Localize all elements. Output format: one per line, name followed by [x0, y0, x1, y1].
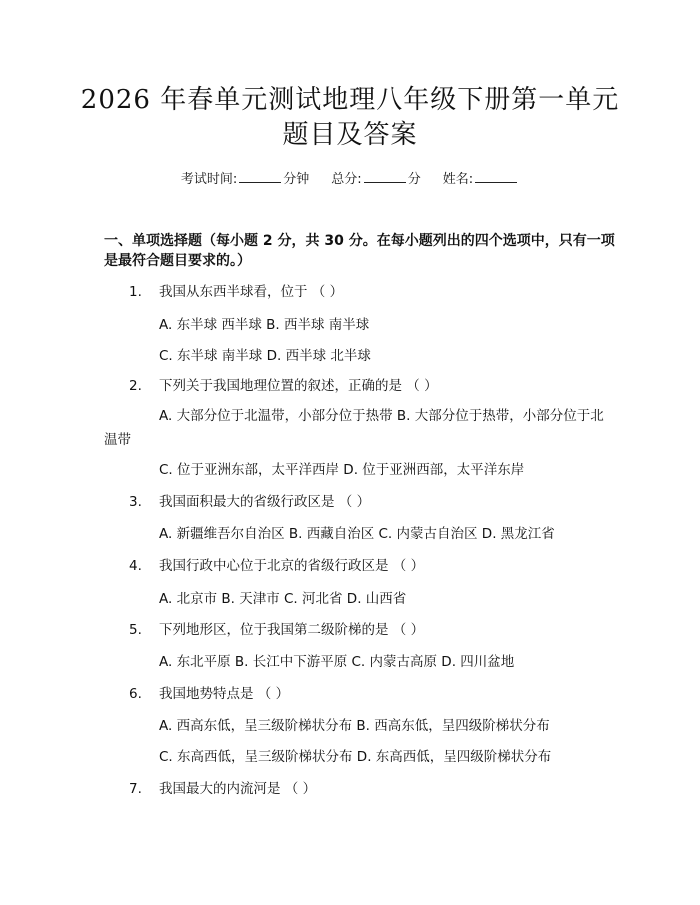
name-blank [475, 170, 517, 183]
question-text: 我国最大的内流河是 （ ） [159, 781, 317, 797]
question-number: 5. [129, 622, 142, 638]
question-text: 我国从东西半球看，位于 （ ） [159, 284, 344, 300]
question-number: 6. [129, 686, 142, 702]
question-text: 我国行政中心位于北京的省级行政区是 （ ） [159, 558, 425, 574]
document-title-line1: 2026 年春单元测试地理八年级下册第一单元 [80, 85, 620, 115]
exam-time-unit: 分钟 [283, 172, 310, 187]
question-options: A. 北京市 B. 天津市 C. 河北省 D. 山西省 [159, 591, 407, 607]
exam-time-blank [239, 170, 281, 183]
section1-heading-line2: 是最符合题目要求的。） [104, 253, 251, 269]
exam-info-line [0, 170, 700, 189]
question-text: 下列关于我国地理位置的叙述，正确的是 （ ） [159, 378, 438, 394]
question-number: 1. [129, 284, 142, 300]
question-options: C. 东半球 南半球 D. 西半球 北半球 [159, 348, 371, 364]
question-options: A. 西高东低，呈三级阶梯状分布 B. 西高东低，呈四级阶梯状分布 [159, 718, 550, 734]
question-text: 我国地势特点是 （ ） [159, 686, 290, 702]
question-options: A. 东北平原 B. 长江中下游平原 C. 内蒙古高原 D. 四川盆地 [159, 654, 515, 670]
total-score-unit: 分 [407, 172, 421, 187]
question-options: C. 东高西低，呈三级阶梯状分布 D. 东高西低，呈四级阶梯状分布 [159, 749, 552, 765]
total-score-blank [364, 170, 406, 183]
total-score-label: 总分: [331, 172, 362, 187]
document-title-line2: 题目及答案 [282, 120, 418, 150]
question-text: 下列地形区，位于我国第二级阶梯的是 （ ） [159, 622, 425, 638]
question-number: 4. [129, 558, 142, 574]
exam-time-label: 考试时间: [180, 172, 238, 187]
name-label: 姓名: [442, 172, 474, 187]
question-options: A. 新疆维吾尔自治区 B. 西藏自治区 C. 内蒙古自治区 D. 黑龙江省 [159, 526, 555, 542]
question-options: C. 位于亚洲东部，太平洋西岸 D. 位于亚洲西部，太平洋东岸 [159, 462, 525, 478]
question-number: 2. [129, 378, 142, 394]
section1-heading-line1: 一、单项选择题（每小题 2 分，共 30 分。在每小题列出的四个选项中，只有一项 [104, 233, 615, 249]
question-number: 3. [129, 494, 142, 510]
question-options: A. 大部分位于北温带，小部分位于热带 B. 大部分位于热带，小部分位于北温带 [104, 408, 604, 448]
question-number: 7. [129, 781, 142, 797]
question-text: 我国面积最大的省级行政区是 （ ） [159, 494, 371, 510]
question-options: A. 东半球 西半球 B. 西半球 南半球 [159, 317, 370, 333]
